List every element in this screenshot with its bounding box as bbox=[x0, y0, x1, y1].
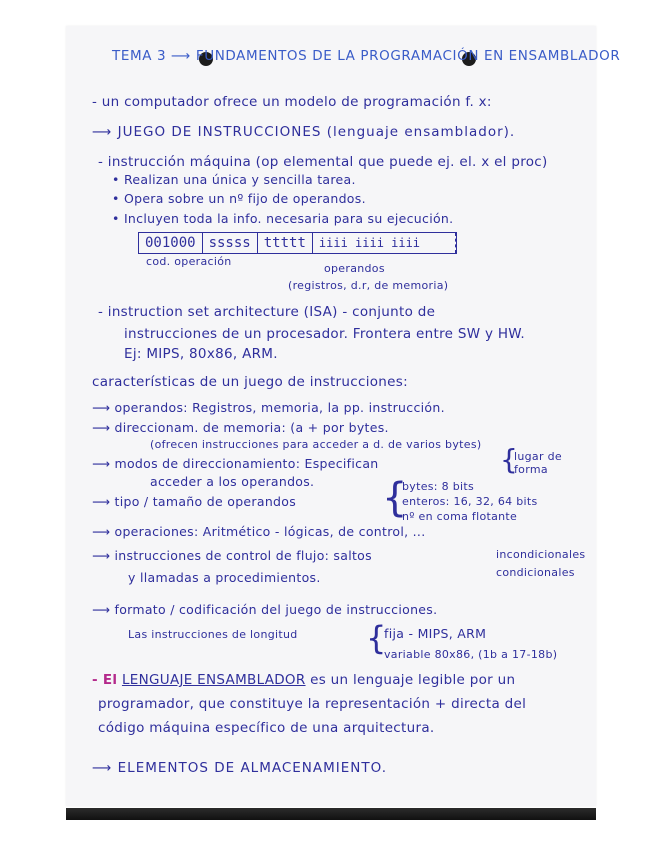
note-line: ⟶ JUEGO DE INSTRUCCIONES (lenguaje ensamblador). bbox=[92, 124, 516, 140]
note-line: fija - MIPS, ARM bbox=[384, 626, 487, 641]
immediate-field: iiii iiii iiii bbox=[313, 233, 456, 253]
note-line: ⟶ modos de direccionamiento: Especifican bbox=[92, 456, 379, 471]
keyword-text: LENGUAJE ENSAMBLADOR bbox=[121, 672, 306, 688]
page-bottom-edge bbox=[66, 808, 596, 820]
note-line: ⟶ tipo / tamaño de operandos bbox=[92, 494, 297, 509]
note-line: - un computador ofrece un modelo de programación f. x: bbox=[92, 94, 492, 110]
rt-field: ttttt bbox=[258, 233, 313, 253]
rs-field: sssss bbox=[203, 233, 258, 253]
note-line: Las instrucciones de longitud bbox=[128, 628, 298, 641]
note-line: nº en coma flotante bbox=[402, 510, 518, 523]
brace-symbol: { bbox=[366, 619, 387, 657]
opcode-label: cod. operación bbox=[146, 255, 232, 268]
note-bullet: • Realizan una única y sencilla tarea. bbox=[112, 172, 356, 187]
note-line: (ofrecen instrucciones para acceder a d. de varios bytes) bbox=[150, 438, 482, 451]
note-line: - instrucción máquina (op elemental que puede ej. el. x el proc) bbox=[98, 154, 548, 170]
note-line: Ej: MIPS, 80x86, ARM. bbox=[124, 346, 278, 362]
note-line: ⟶ operandos: Registros, memoria, la pp. instrucción. bbox=[92, 400, 445, 415]
section-heading: características de un juego de instrucciones: bbox=[92, 374, 408, 390]
note-line: acceder a los operandos. bbox=[150, 474, 315, 489]
note-line: ⟶ operaciones: Aritmético - lógicas, de control, ... bbox=[92, 524, 426, 539]
note-bullet: • Incluyen toda la info. necesaria para su ejecución. bbox=[112, 211, 454, 226]
instruction-format-box bbox=[138, 232, 457, 254]
note-line: lugar de forma bbox=[514, 450, 562, 476]
brace-symbol: { bbox=[382, 475, 408, 521]
note-line: ⟶ instrucciones de control de flujo: saltos bbox=[92, 548, 372, 563]
section-heading: ⟶ ELEMENTOS DE ALMACENAMIENTO. bbox=[92, 760, 388, 776]
note-line: programador, que constituye la representación + directa del bbox=[98, 696, 527, 712]
notebook-page bbox=[66, 26, 596, 806]
dash-text: - El bbox=[92, 672, 118, 688]
note-bullet: • Opera sobre un nº fijo de operandos. bbox=[112, 191, 366, 206]
note-line: condicionales bbox=[496, 566, 575, 579]
brace-symbol: { bbox=[500, 443, 518, 476]
note-line: incondicionales bbox=[496, 548, 586, 561]
note-line: - instruction set architecture (ISA) - conjunto de bbox=[98, 304, 436, 320]
note-line: enteros: 16, 32, 64 bits bbox=[402, 495, 538, 508]
operands-label: operandos bbox=[324, 262, 385, 275]
note-line: y llamadas a procedimientos. bbox=[128, 570, 321, 585]
operands-note: (registros, d.r, de memoria) bbox=[288, 279, 449, 292]
note-line: instrucciones de un procesador. Frontera entre SW y HW. bbox=[124, 326, 525, 342]
note-line: código máquina específico de una arquitectura. bbox=[98, 720, 435, 736]
page-title: TEMA 3 ⟶ FUNDAMENTOS DE LA PROGRAMACIÓN EN ENSAMBLADOR bbox=[112, 48, 621, 64]
note-line: ⟶ direccionam. de memoria: (a + por bytes. bbox=[92, 420, 389, 435]
note-line bbox=[92, 672, 515, 688]
note-line: variable 80x86, (1b a 17-18b) bbox=[384, 648, 558, 661]
opcode-field: 001000 bbox=[139, 233, 203, 253]
note-line: bytes: 8 bits bbox=[402, 480, 474, 493]
rest-text: es un lenguaje legible por un bbox=[310, 672, 516, 688]
note-line: ⟶ formato / codificación del juego de instrucciones. bbox=[92, 602, 438, 617]
